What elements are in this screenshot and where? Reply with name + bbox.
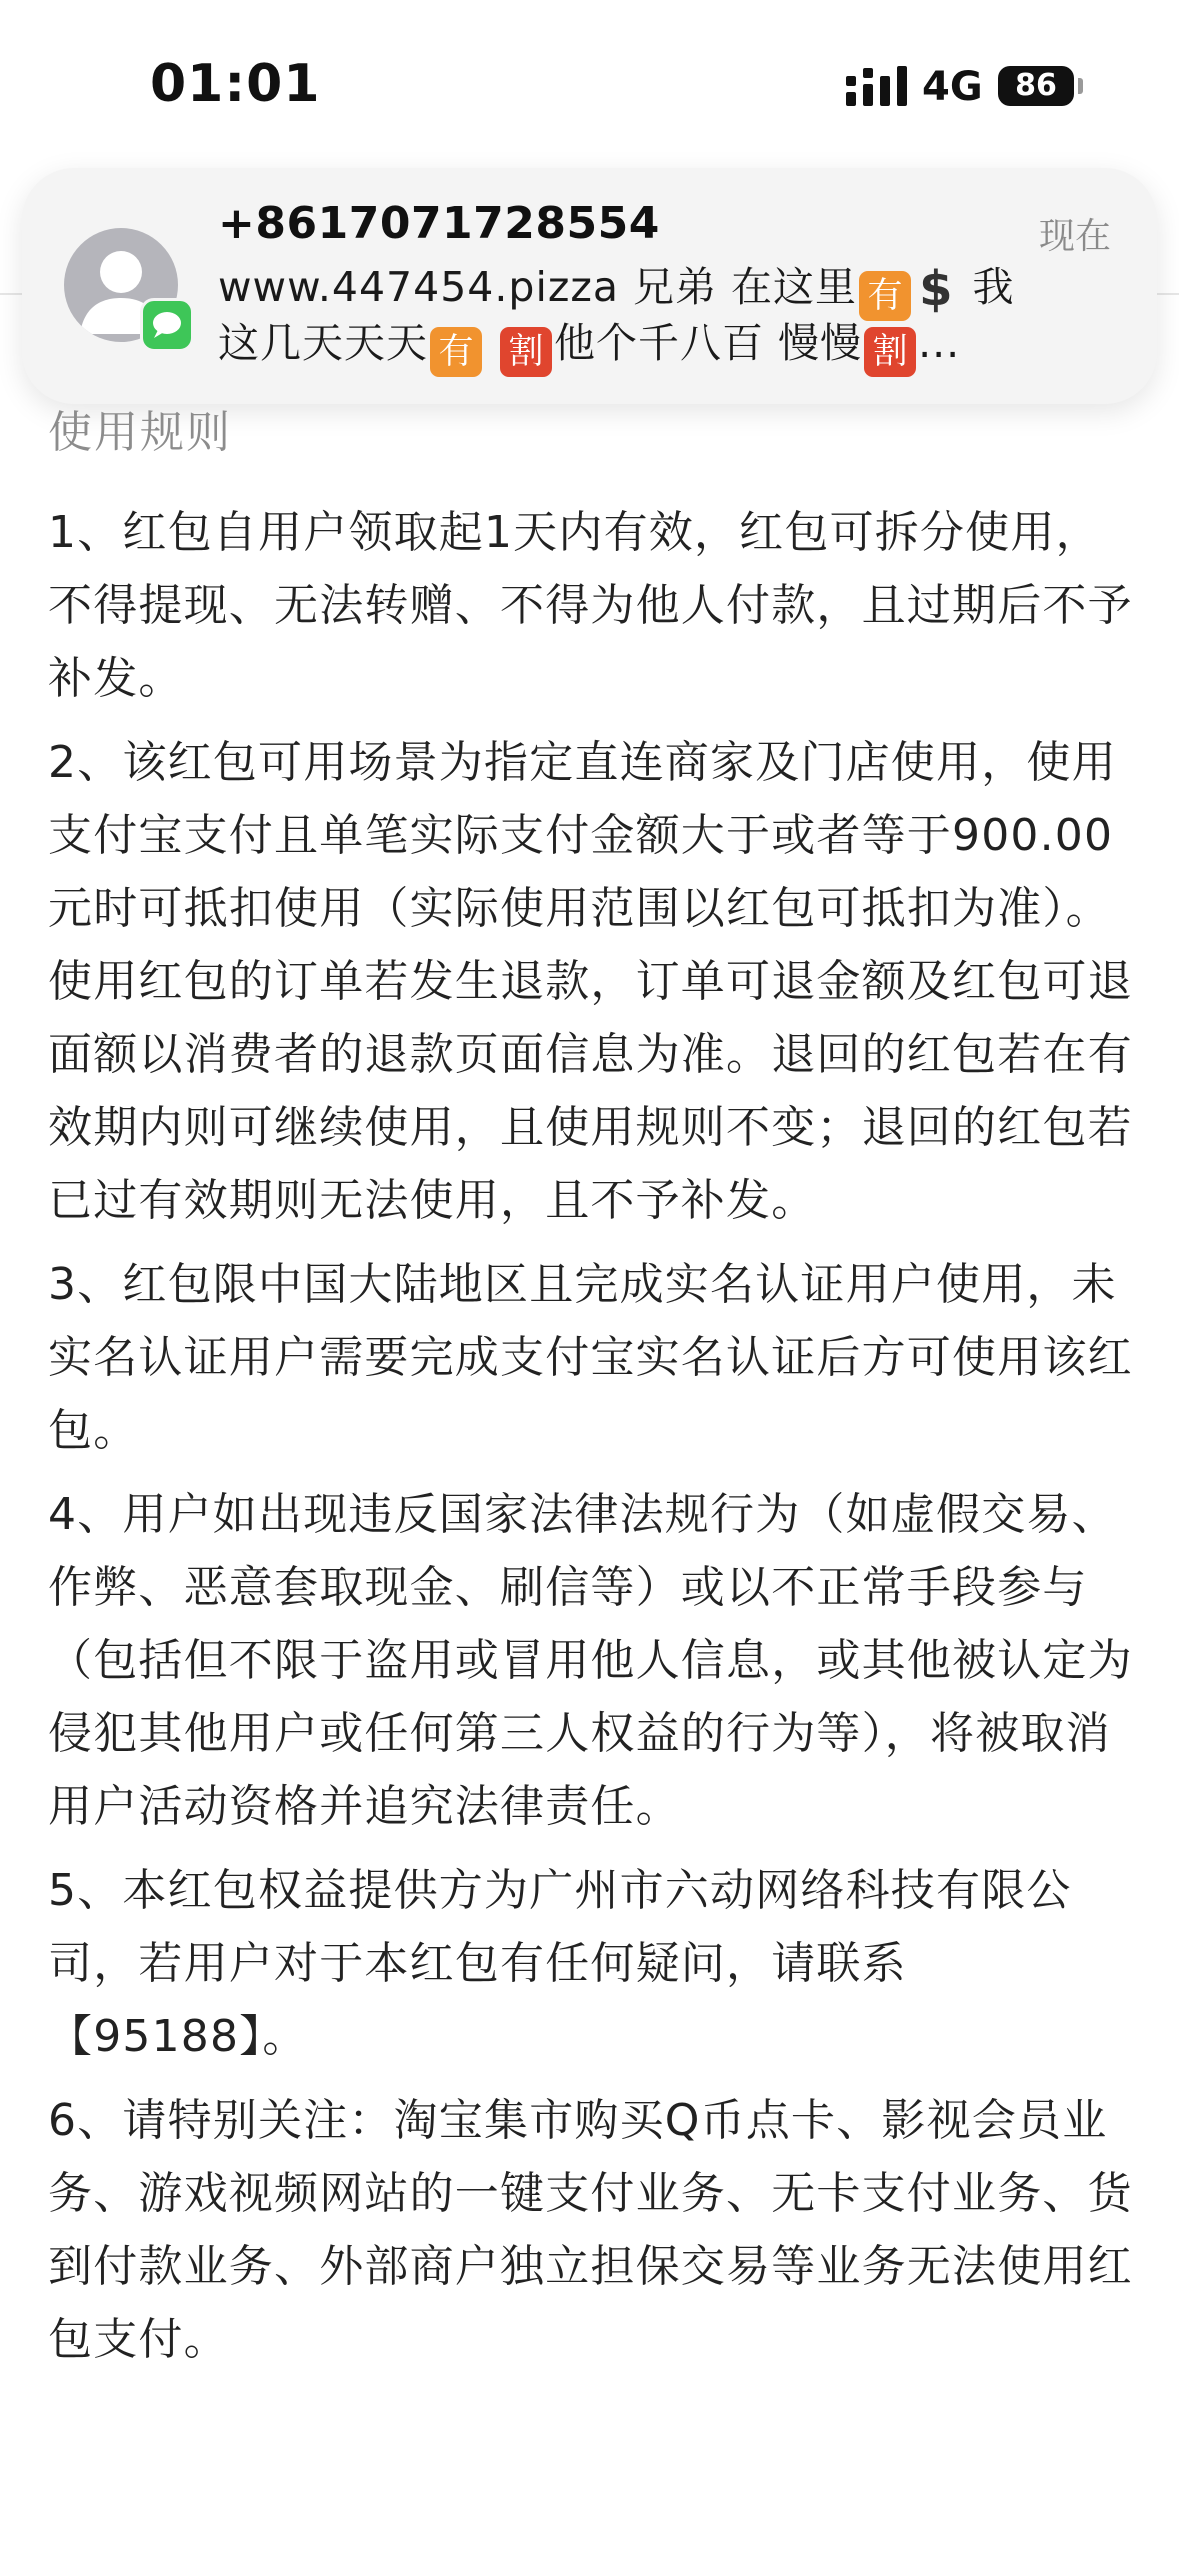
rules-list	[48, 496, 1138, 2387]
rule-item: 3、红包限中国大陆地区且完成实名认证用户使用，未实名认证用户需要完成支付宝实名认证后方可使用该红包。	[48, 1259, 1133, 1456]
preview-ellipsis: ...	[918, 319, 961, 367]
section-title: 使用规则	[48, 407, 232, 458]
status-bar	[0, 0, 1179, 170]
preview-text: 这几天天天	[218, 319, 428, 367]
preview-text: www.447454.pizza 兄弟 在这里	[218, 263, 858, 311]
you-emoji-icon: 有	[430, 327, 482, 377]
discount-emoji-icon: 割	[864, 327, 916, 377]
rule-item: 4、用户如出现违反国家法律法规行为（如虚假交易、作弊、恶意套取现金、刷信等）或以不正常手段参与（包括但不限于盗用或冒用他人信息，或其他被认定为侵犯其他用户或任何第三人权益的行为等），将被取消用户活动资格并追究法律责任。	[48, 1489, 1133, 1832]
notification-sender: +8617071728554	[218, 198, 660, 249]
cellular-signal-icon	[846, 66, 908, 108]
rule-item: 6、请特别关注：淘宝集市购买Q币点卡、影视会员业务、游戏视频网站的一键支付业务、无卡支付业务、货到付款业务、外部商户独立担保交易等业务无法使用红包支付。	[48, 2095, 1133, 2365]
rule-item: 2、该红包可用场景为指定直连商家及门店使用，使用支付宝支付且单笔实际支付金额大于或者等于900.00元时可抵扣使用（实际使用范围以红包可抵扣为准）。使用红包的订单若发生退款，订单可退金额及红包可退面额以消费者的退款页面信息为准。退回的红包若在有效期内则可继续使用，且使用规则不变；退回的红包若已过有效期则无法使用，且不予补发。	[48, 737, 1133, 1226]
preview-text: 他个千八百 慢慢	[554, 319, 863, 367]
status-time: 01:01	[150, 54, 321, 114]
discount-emoji-icon: 割	[500, 327, 552, 377]
rule-item: 1、红包自用户领取起1天内有效，红包可拆分使用，不得提现、无法转赠、不得为他人付款，且过期后不予补发。	[48, 507, 1133, 704]
rule-item: 5、本红包权益提供方为广州市六动网络科技有限公司，若用户对于本红包有任何疑问，请联系【95188】。	[48, 1865, 1072, 2062]
battery-icon	[998, 66, 1074, 106]
battery-level: 86	[1015, 68, 1057, 103]
preview-text: 我	[958, 263, 1015, 311]
messages-app-icon	[140, 298, 194, 352]
battery-tip	[1078, 78, 1083, 94]
message-notification[interactable]	[22, 168, 1157, 404]
you-emoji-icon: 有	[859, 271, 911, 321]
notification-time: 现在	[1038, 216, 1111, 257]
speech-bubble-icon	[143, 301, 191, 349]
dollar-sign-icon: $	[919, 261, 953, 317]
notification-preview-line-2	[218, 310, 960, 377]
network-type: 4G	[922, 64, 983, 110]
